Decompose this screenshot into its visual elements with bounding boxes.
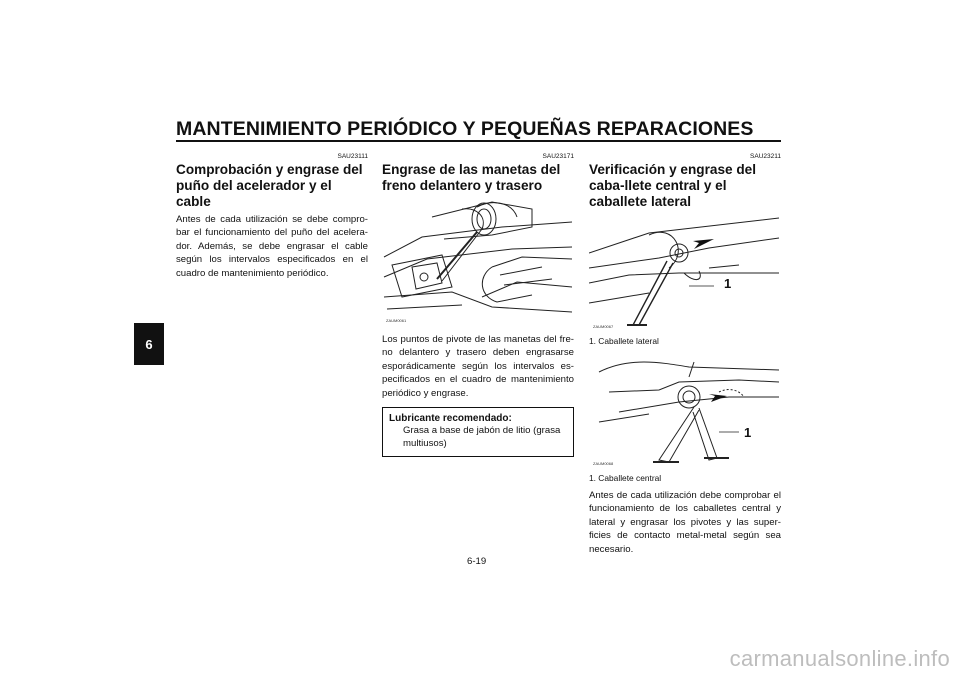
section-body: Antes de cada utilización se debe compro-bar el funcionamiento del puño del acelera-dor. Además, se debe engrasar el cable según los intervalos especificados en el cuadro de mantenimiento periódico. xyxy=(176,214,368,279)
section-brake-levers xyxy=(382,152,574,457)
sidestand-illustration xyxy=(589,213,781,333)
brake-lever-illustration xyxy=(382,197,574,327)
sidestand-drawing xyxy=(589,213,781,333)
centerstand-drawing xyxy=(589,352,781,470)
brake-lever-drawing xyxy=(382,197,574,327)
section-heading: Comprobación y engrase del puño del acelerador y el cable xyxy=(176,162,363,209)
figure-caption: 1. Caballete central xyxy=(589,473,662,483)
lubricant-note xyxy=(382,407,574,457)
chapter-tab: 6 xyxy=(134,323,164,365)
section-code: SAU23171 xyxy=(542,153,574,160)
section-code: SAU23211 xyxy=(750,153,781,160)
watermark: carmanualsonline.info xyxy=(729,646,950,671)
section-throttle xyxy=(176,152,368,280)
figure-caption: 1. Caballete lateral xyxy=(589,336,659,346)
section-body: Antes de cada utilización debe comprobar el funcionamiento de los caballetes central y lateral y engrasar los pivotes y las super-ficies de contacto metal-metal según sea necesario. xyxy=(589,490,781,555)
figure-id: ZAUM0061 xyxy=(386,318,407,323)
callout-number: 1 xyxy=(744,425,752,440)
callout-number: 1 xyxy=(724,276,732,291)
centerstand-illustration xyxy=(589,352,781,470)
section-heading: Verificación y engrase del caba-llete central y el caballete lateral xyxy=(589,162,756,209)
page-number: 6-19 xyxy=(467,556,487,567)
section-heading: Engrase de las manetas del freno delantero y trasero xyxy=(382,162,561,193)
title-rule xyxy=(176,140,781,142)
figure-id: ZAUM0067 xyxy=(593,324,614,329)
note-title: Lubricante recomendado: xyxy=(389,413,512,425)
page-title: MANTENIMIENTO PERIÓDICO Y PEQUEÑAS REPARACIONES xyxy=(176,118,754,140)
section-body: Los puntos de pivote de las manetas del fre-no delantero y trasero deben engrasarse esporádicamente según los intervalos es-pecificados en el cuadro de mantenimiento periódico y engrase. xyxy=(382,334,574,399)
figure-id: ZAUM0068 xyxy=(593,461,614,466)
section-code: SAU23111 xyxy=(337,153,368,160)
note-text: Grasa a base de jabón de litio (grasa multiusos) xyxy=(403,425,561,449)
section-stands xyxy=(589,152,781,556)
